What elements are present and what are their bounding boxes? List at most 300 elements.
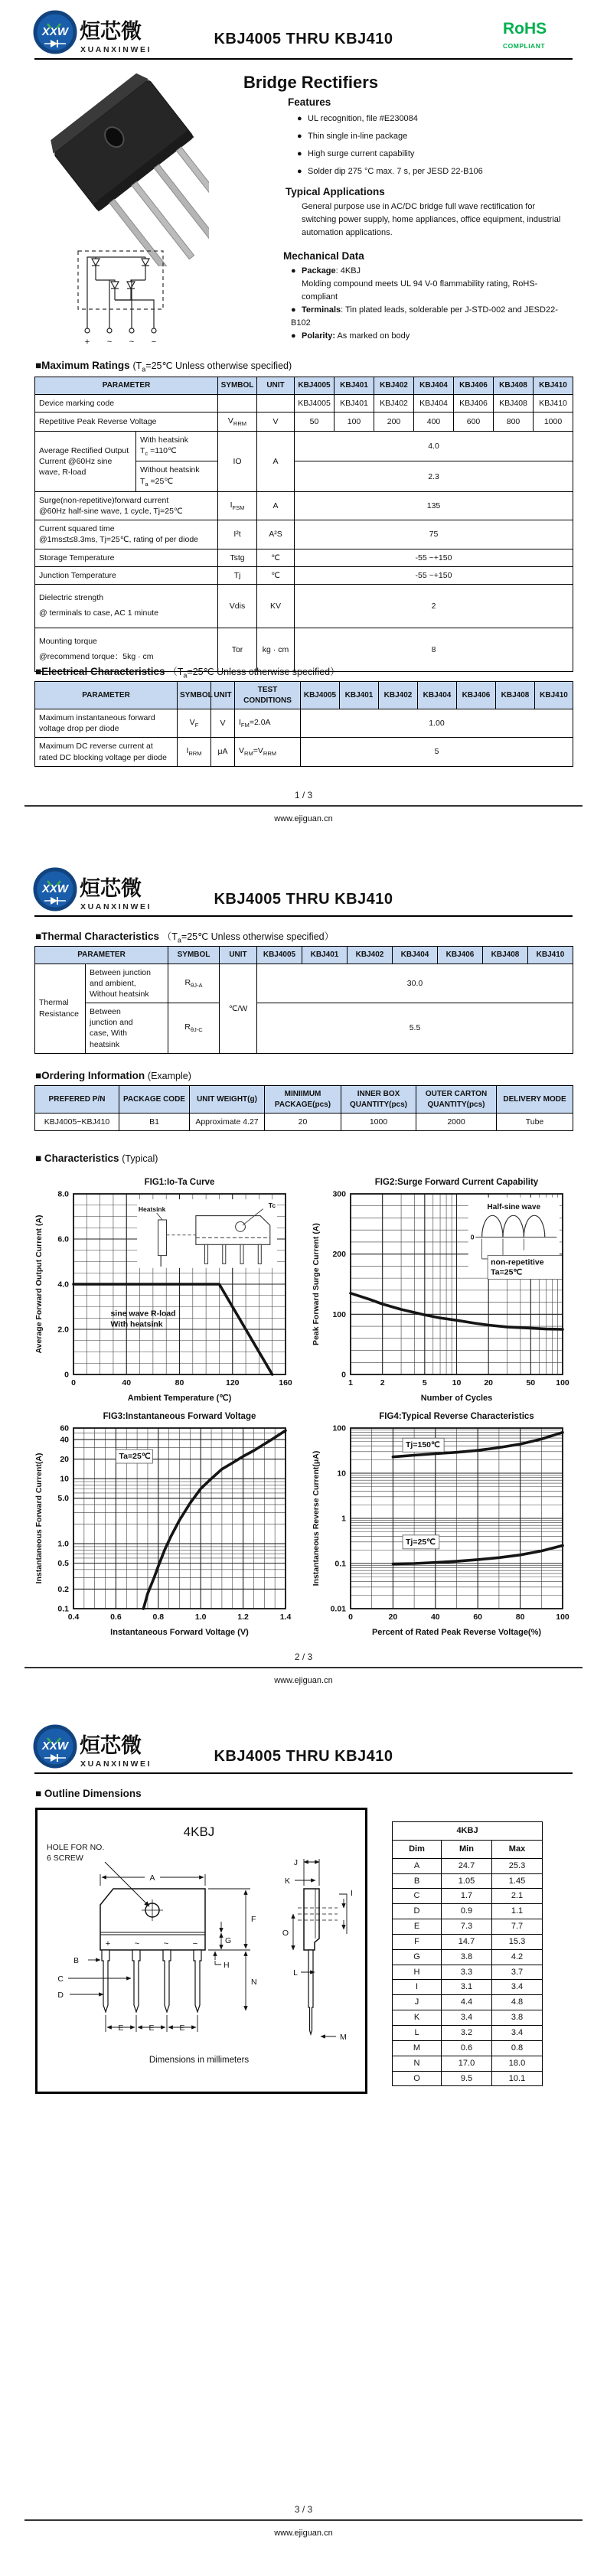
table-cell: 4.8 [492, 1995, 543, 2010]
table-header-cell: KBJ406 [454, 377, 494, 395]
table-cell: 25.3 [492, 1858, 543, 1873]
table-cell: 3.2 [442, 2025, 492, 2040]
table-cell: 7.7 [492, 1919, 543, 1935]
dimension-table [392, 1821, 543, 2086]
svg-text:Instantaneous Reverse Current(: Instantaneous Reverse Current(μA) [312, 1450, 321, 1586]
svg-text:1.0: 1.0 [57, 1539, 69, 1549]
table-cell: KBJ408 [494, 394, 534, 412]
table-header-cell: KBJ410 [528, 947, 573, 964]
table-cell: kg · cm [257, 628, 295, 671]
table-cell: ℃/W [220, 964, 257, 1053]
table-cell: J [393, 1995, 442, 2010]
front-leads [102, 1950, 201, 2012]
max-ratings-title: ■Maximum Ratings ($T_a=25℃$ Unless otherwise specified) [35, 360, 292, 373]
logo-en-text: XUANXINWEI [80, 1759, 152, 1769]
svg-text:M: M [340, 2033, 347, 2042]
table-cell: $R_{\theta J-A}$ [168, 964, 220, 1003]
bullet-icon: ● [291, 305, 296, 315]
hole-leader-line [105, 1862, 149, 1906]
svg-text:~: ~ [163, 1939, 169, 1948]
svg-text:Ta=25℃: Ta=25℃ [119, 1452, 151, 1462]
table-cell: Approximate 4.27 [190, 1114, 265, 1131]
table-cell: 3.3 [442, 1965, 492, 1980]
table-cell: 3.4 [492, 2025, 543, 2040]
table-cell: 1.7 [442, 1889, 492, 1904]
logo-en-text: XUANXINWEI [80, 45, 152, 54]
table-cell: Tube [497, 1114, 573, 1131]
data-table [34, 681, 573, 767]
mech-item: Molding compound meets UL 94 V-0 flammability rating, RoHS-compliant [302, 279, 538, 302]
table-cell: 3.8 [442, 1949, 492, 1965]
table-header-cell: PARAMETER [35, 947, 168, 964]
svg-text:0.01: 0.01 [330, 1604, 346, 1614]
svg-text:0: 0 [71, 1378, 76, 1387]
logo-badge: XXW [41, 1740, 69, 1753]
doc-title: KBJ4005 THRU KBJ410 [214, 891, 393, 908]
table-cell: Thermal Resistance [35, 964, 86, 1053]
table-cell: 100 [335, 412, 374, 431]
drawing-caption: Dimensions in millimeters [148, 2056, 250, 2065]
page-number: 3 / 3 [294, 2504, 313, 2515]
terminal-circles [85, 328, 156, 333]
table-cell: ℃ [257, 549, 295, 566]
table-cell: KBJ404 [414, 394, 454, 412]
table-cell: KBJ4005 [295, 394, 335, 412]
outline-title: ■ Outline Dimensions [35, 1788, 142, 1799]
table-cell: B [393, 1873, 442, 1889]
table-header-cell: Min [442, 1840, 492, 1858]
table-cell: 0.8 [492, 2040, 543, 2056]
footer-url: www.ejiguan.cn [274, 2529, 333, 2538]
front-view [100, 1889, 205, 1950]
header-rule [34, 58, 573, 60]
product-photo [37, 66, 209, 266]
mech-item: ● Polarity: As marked on body [291, 330, 559, 343]
table-cell: 7.3 [442, 1919, 492, 1935]
svg-text:0.5: 0.5 [57, 1559, 69, 1569]
table-cell: 4.2 [492, 1949, 543, 1965]
table-header-cell: KBJ4005 [295, 377, 335, 395]
rohs-compliant-text: COMPLIANT [503, 42, 546, 50]
chart-svg [32, 1408, 296, 1639]
table-cell: 3.4 [492, 1980, 543, 1995]
svg-text:80: 80 [175, 1378, 184, 1387]
table-cell: 18.0 [492, 2056, 543, 2071]
svg-text:E: E [179, 2023, 185, 2033]
table-header-cell: TEST CONDITIONS [235, 682, 301, 709]
table-cell: Between junction and ambient, Without heatsink [86, 964, 168, 1003]
table-cell: $I_{FSM}$ [218, 491, 257, 520]
svg-text:With heatsink: With heatsink [110, 1319, 163, 1329]
table-cell: O [393, 2071, 442, 2086]
table-cell: K [393, 2010, 442, 2026]
table-cell: Maximum DC reverse current at rated DC blocking voltage per diode [35, 738, 178, 766]
svg-text:Average Forward Output Current: Average Forward Output Current (A) [34, 1215, 44, 1354]
logo-cn-text: 烜芯微 [80, 877, 142, 900]
table-header-cell: KBJ401 [302, 947, 348, 964]
svg-text:I: I [351, 1889, 353, 1898]
table-header-cell: KBJ402 [379, 682, 418, 709]
table-cell: V [211, 709, 235, 738]
svg-text:2: 2 [380, 1378, 385, 1387]
logo-en-text: XUANXINWEI [80, 902, 152, 911]
logo-badge: XXW [41, 25, 69, 38]
header-rule [34, 915, 573, 917]
table-cell: E [393, 1919, 442, 1935]
svg-text:1: 1 [348, 1378, 353, 1387]
schematic-outline [78, 251, 163, 309]
table-cell: 3.8 [492, 2010, 543, 2026]
table-header-cell: KBJ406 [457, 682, 496, 709]
table-cell: Average Rectified Output Current @60Hz sine wave, R-load [35, 431, 136, 491]
page3-footer [24, 2504, 583, 2538]
svg-text:J: J [293, 1858, 298, 1867]
svg-text:100: 100 [556, 1378, 569, 1387]
table-cell: IO [218, 431, 257, 491]
feature-item: ● High surge current capability [297, 145, 483, 163]
table-cell: KBJ406 [454, 394, 494, 412]
outline-drawing [38, 1810, 361, 2087]
hole-label: HOLE FOR NO. [47, 1843, 105, 1852]
table-cell: G [393, 1949, 442, 1965]
rohs-text: RoHS [503, 20, 547, 37]
page-number: 2 / 3 [294, 1652, 313, 1662]
max-ratings-table [34, 377, 573, 672]
table-cell: 2000 [416, 1114, 497, 1131]
svg-text:100: 100 [332, 1423, 346, 1433]
table-header-cell: MINIIMUM PACKAGE(pcs) [265, 1086, 341, 1114]
svg-text:300: 300 [332, 1189, 346, 1199]
table-cell: A²S [257, 520, 295, 549]
table-header-cell: KBJ401 [340, 682, 379, 709]
svg-text:0.1: 0.1 [335, 1559, 346, 1569]
table-cell: 15.3 [492, 1934, 543, 1949]
table-cell: A [257, 491, 295, 520]
svg-text:0.8: 0.8 [152, 1612, 165, 1622]
footer-rule [24, 1667, 583, 1668]
svg-text:Tc: Tc [268, 1201, 276, 1209]
feature-item: ● Thin single in-line package [297, 128, 483, 145]
header-rule [34, 1772, 573, 1774]
table-cell: 800 [494, 412, 534, 431]
table-cell: 2.3 [295, 461, 573, 491]
diode-icon [92, 259, 149, 294]
characteristics-title: ■ Characteristics (Typical) [35, 1153, 158, 1164]
bullet-icon: ● [297, 114, 302, 123]
table-cell: Maximum instantaneous forward voltage drop per diode [35, 709, 178, 738]
table-header-cell: SYMBOL [178, 682, 211, 709]
table-cell: 3.4 [442, 2010, 492, 2026]
outline-drawing-box [35, 1808, 367, 2094]
table-cell: μA [211, 738, 235, 766]
footer-rule [24, 805, 583, 807]
table-header-cell: UNIT WEIGHT(g) [190, 1086, 265, 1114]
svg-text:1.4: 1.4 [279, 1612, 292, 1622]
table-cell: Tj [218, 566, 257, 584]
table-cell: Tstg [218, 549, 257, 566]
table-cell: KBJ410 [534, 394, 573, 412]
table-cell: Repetitive Peak Reverse Voltage [35, 412, 218, 431]
table-cell: 8 [295, 628, 573, 671]
table-header-cell: Dim [393, 1840, 442, 1858]
fig1-io-ta-chart [32, 1174, 296, 1405]
svg-text:5.0: 5.0 [57, 1494, 69, 1504]
table-header-cell: PARAMETER [35, 377, 218, 395]
footer-url: www.ejiguan.cn [274, 1676, 333, 1685]
terminal-label: ~ [106, 337, 113, 347]
table-cell: 10.1 [492, 2071, 543, 2086]
svg-text:FIG4:Typical Reverse Character: FIG4:Typical Reverse Characteristics [379, 1412, 534, 1421]
table-cell: -55 ~+150 [295, 566, 573, 584]
table-cell: C [393, 1889, 442, 1904]
table-cell: Junction Temperature [35, 566, 218, 584]
svg-text:+: + [105, 1939, 111, 1948]
table-cell: $R_{\theta J-C}$ [168, 1003, 220, 1054]
table-cell: B1 [119, 1114, 190, 1131]
table-cell: ℃ [257, 566, 295, 584]
table-cell: 1.05 [442, 1873, 492, 1889]
ordering-table [34, 1085, 573, 1131]
table-cell: L [393, 2025, 442, 2040]
table-cell: M [393, 2040, 442, 2056]
table-header-cell: KBJ410 [534, 377, 573, 395]
table-header-cell: KBJ404 [418, 682, 457, 709]
svg-text:H: H [224, 1961, 230, 1970]
table-cell: Device marking code [35, 394, 218, 412]
data-table [34, 1085, 573, 1131]
svg-text:E: E [148, 2023, 155, 2033]
table-cell: 30.0 [257, 964, 573, 1003]
table-cell: 1.1 [492, 1904, 543, 1919]
table-cell: 1000 [341, 1114, 416, 1131]
package-name: 4KBJ [183, 1824, 215, 1839]
table-cell [257, 394, 295, 412]
svg-text:Percent of Rated Peak Reverse: Percent of Rated Peak Reverse Voltage(%) [371, 1628, 542, 1637]
table-cell: 24.7 [442, 1858, 492, 1873]
table-header-cell: KBJ406 [438, 947, 483, 964]
chart-svg [309, 1408, 573, 1639]
svg-text:5: 5 [422, 1378, 427, 1387]
svg-text:50: 50 [526, 1378, 536, 1387]
svg-text:10: 10 [452, 1378, 462, 1387]
table-cell: H [393, 1965, 442, 1980]
svg-text:non-repetitive: non-repetitive [491, 1257, 544, 1267]
hole-label: 6 SCREW [47, 1854, 83, 1863]
table-cell: Dielectric strength @ terminals to case, AC 1 minute [35, 584, 218, 628]
table-cell: D [393, 1904, 442, 1919]
svg-text:0.2: 0.2 [57, 1584, 69, 1594]
table-cell: KBJ4005~KBJ410 [35, 1114, 119, 1131]
table-cell: A [393, 1858, 442, 1873]
svg-text:K: K [284, 1877, 290, 1886]
svg-text:Ta=25℃: Ta=25℃ [491, 1267, 523, 1277]
product-title: Bridge Rectifiers [243, 73, 379, 92]
data-table [34, 377, 573, 672]
table-cell: Storage Temperature [35, 549, 218, 566]
table-cell: Mounting torque @recommend torque：5kg · cm [35, 628, 218, 671]
svg-text:Instantaneous Forward Current(: Instantaneous Forward Current(A) [34, 1453, 44, 1584]
svg-text:10: 10 [337, 1469, 346, 1479]
data-table [392, 1821, 543, 2086]
applications-heading: Typical Applications [286, 186, 385, 197]
table-cell: Vdis [218, 584, 257, 628]
bullet-icon: ● [291, 331, 296, 341]
svg-text:N: N [251, 1978, 257, 1987]
rohs-badge [503, 20, 579, 50]
table-cell: 600 [454, 412, 494, 431]
table-header-cell: PARAMETER [35, 682, 178, 709]
table-cell: 135 [295, 491, 573, 520]
bridge-schematic [73, 246, 176, 350]
table-cell: 14.7 [442, 1934, 492, 1949]
table-header-cell: KBJ401 [335, 377, 374, 395]
bullet-icon: ● [297, 132, 302, 141]
svg-text:A: A [149, 1873, 155, 1883]
page2-footer [24, 1652, 583, 1685]
thermal-table [34, 946, 573, 1054]
table-cell: 9.5 [442, 2071, 492, 2086]
schematic-wires [87, 257, 154, 328]
svg-text:0: 0 [348, 1612, 353, 1622]
svg-text:0: 0 [470, 1233, 475, 1241]
dimension-lines [68, 1874, 250, 2032]
doc-title: KBJ4005 THRU KBJ410 [214, 31, 393, 47]
table-cell: I²t [218, 520, 257, 549]
side-dimension-lines [293, 1859, 347, 2036]
table-header-cell: DELIVERY MODE [497, 1086, 573, 1114]
table-cell: Surge(non-repetitive)forward current @60Hz half-sine wave, 1 cycle, Tj=25℃ [35, 491, 218, 520]
table-cell: 75 [295, 520, 573, 549]
svg-text:Instantaneous Forward Voltage: Instantaneous Forward Voltage (V) [110, 1628, 249, 1637]
mech-item: ● Package: 4KBJ [291, 265, 559, 278]
table-cell: I [393, 1980, 442, 1995]
page-number: 1 / 3 [294, 790, 313, 801]
table-header-cell: KBJ408 [494, 377, 534, 395]
svg-text:G: G [225, 1936, 232, 1945]
table-cell: With heatsink $T_c$ =110℃ [136, 431, 218, 461]
svg-text:40: 40 [60, 1435, 69, 1445]
table-cell: KBJ401 [335, 394, 374, 412]
table-cell: 4.4 [442, 1995, 492, 2010]
table-header-cell: Max [492, 1840, 543, 1858]
bullet-icon: ● [291, 266, 296, 276]
svg-text:60: 60 [60, 1423, 69, 1433]
table-header-cell: INNER BOX QUANTITY(pcs) [341, 1086, 416, 1114]
svg-text:Number of Cycles: Number of Cycles [420, 1394, 493, 1403]
data-table [34, 946, 573, 1054]
table-cell: 50 [295, 412, 335, 431]
table-cell: A [257, 431, 295, 491]
footer-url: www.ejiguan.cn [274, 814, 333, 823]
table-header-cell: KBJ404 [393, 947, 438, 964]
svg-text:1: 1 [341, 1514, 346, 1524]
chart-svg [32, 1174, 296, 1405]
table-cell: 5 [301, 738, 573, 766]
dimension-letters [57, 1873, 256, 2033]
table-cell: 4.0 [295, 431, 573, 461]
table-cell: 1.45 [492, 1873, 543, 1889]
svg-text:120: 120 [225, 1378, 240, 1387]
svg-text:0.1: 0.1 [57, 1604, 69, 1614]
svg-text:sine wave R-load: sine wave R-load [110, 1309, 176, 1319]
fig3-forward-voltage-chart [32, 1408, 296, 1639]
svg-text:6.0: 6.0 [57, 1234, 69, 1244]
terminal-label: + [84, 337, 90, 347]
mechanical-list [291, 265, 559, 343]
table-header-cell: SYMBOL [168, 947, 220, 964]
table-header-cell: SYMBOL [218, 377, 257, 395]
table-cell: $V_{RRM}$ [218, 412, 257, 431]
svg-text:Peak Forward Surge Current (A): Peak Forward Surge Current (A) [312, 1223, 321, 1345]
table-cell: 2 [295, 584, 573, 628]
electrical-table [34, 681, 573, 767]
mech-item: ● Terminals: Tin plated leads, solderable per J-STD-002 and JESD22-B102 [291, 305, 558, 328]
svg-text:E: E [118, 2023, 124, 2033]
terminal-label: − [151, 337, 157, 347]
svg-text:FIG3:Instantaneous Forward Vol: FIG3:Instantaneous Forward Voltage [103, 1412, 256, 1421]
svg-text:Heatsink: Heatsink [138, 1205, 166, 1214]
svg-text:Half-sine wave: Half-sine wave [487, 1202, 541, 1211]
svg-text:40: 40 [122, 1378, 132, 1387]
table-cell: 400 [414, 412, 454, 431]
electrical-title: ■Electrical Characteristics （$T_a=25℃$ Unless otherwise specified） [35, 666, 340, 680]
svg-text:O: O [282, 1929, 289, 1938]
fig4-reverse-chart [309, 1408, 573, 1639]
svg-text:10: 10 [60, 1474, 69, 1484]
table-header-cell: PREFERED P/N [35, 1086, 119, 1114]
table-header-cell: KBJ404 [414, 377, 454, 395]
table-cell: Without heatsink $T_a$ =25℃ [136, 461, 218, 491]
table-cell: Tor [218, 628, 257, 671]
chart-svg [309, 1174, 573, 1405]
features-list [297, 110, 483, 181]
side-view [298, 1889, 338, 2034]
svg-text:FIG1:Io-Ta Curve: FIG1:Io-Ta Curve [144, 1178, 215, 1187]
table-cell: 1000 [534, 412, 573, 431]
page1-footer [24, 790, 583, 823]
table-cell: 1.00 [301, 709, 573, 738]
table-cell: $I_{FM}=2.0A$ [235, 709, 301, 738]
bullet-icon: ● [297, 167, 302, 176]
polarity-marks [106, 1939, 197, 1948]
terminal-label: ~ [129, 337, 135, 347]
table-cell: 200 [374, 412, 414, 431]
svg-text:D: D [57, 1991, 64, 2000]
svg-text:B: B [73, 1956, 79, 1965]
table-header-cell: UNIT [211, 682, 235, 709]
svg-text:0.4: 0.4 [67, 1612, 80, 1622]
svg-text:FIG2:Surge Forward Current Cap: FIG2:Surge Forward Current Capability [374, 1178, 539, 1187]
svg-text:L: L [293, 1968, 298, 1978]
svg-text:40: 40 [430, 1612, 440, 1622]
table-header-cell: KBJ402 [348, 947, 393, 964]
svg-text:80: 80 [515, 1612, 525, 1622]
svg-text:−: − [192, 1939, 198, 1948]
svg-text:100: 100 [332, 1309, 346, 1319]
table-cell: 20 [265, 1114, 341, 1131]
table-cell [218, 394, 257, 412]
table-header-cell: 4KBJ [393, 1822, 543, 1841]
table-cell: $V_F$ [178, 709, 211, 738]
logo-badge: XXW [41, 882, 69, 895]
table-header-cell: KBJ408 [483, 947, 528, 964]
logo-cn-text: 烜芯微 [80, 20, 142, 43]
table-cell: 2.1 [492, 1889, 543, 1904]
svg-text:Tj=25℃: Tj=25℃ [406, 1537, 436, 1547]
table-cell: 0.6 [442, 2040, 492, 2056]
table-cell: V [257, 412, 295, 431]
table-cell: 0.9 [442, 1904, 492, 1919]
